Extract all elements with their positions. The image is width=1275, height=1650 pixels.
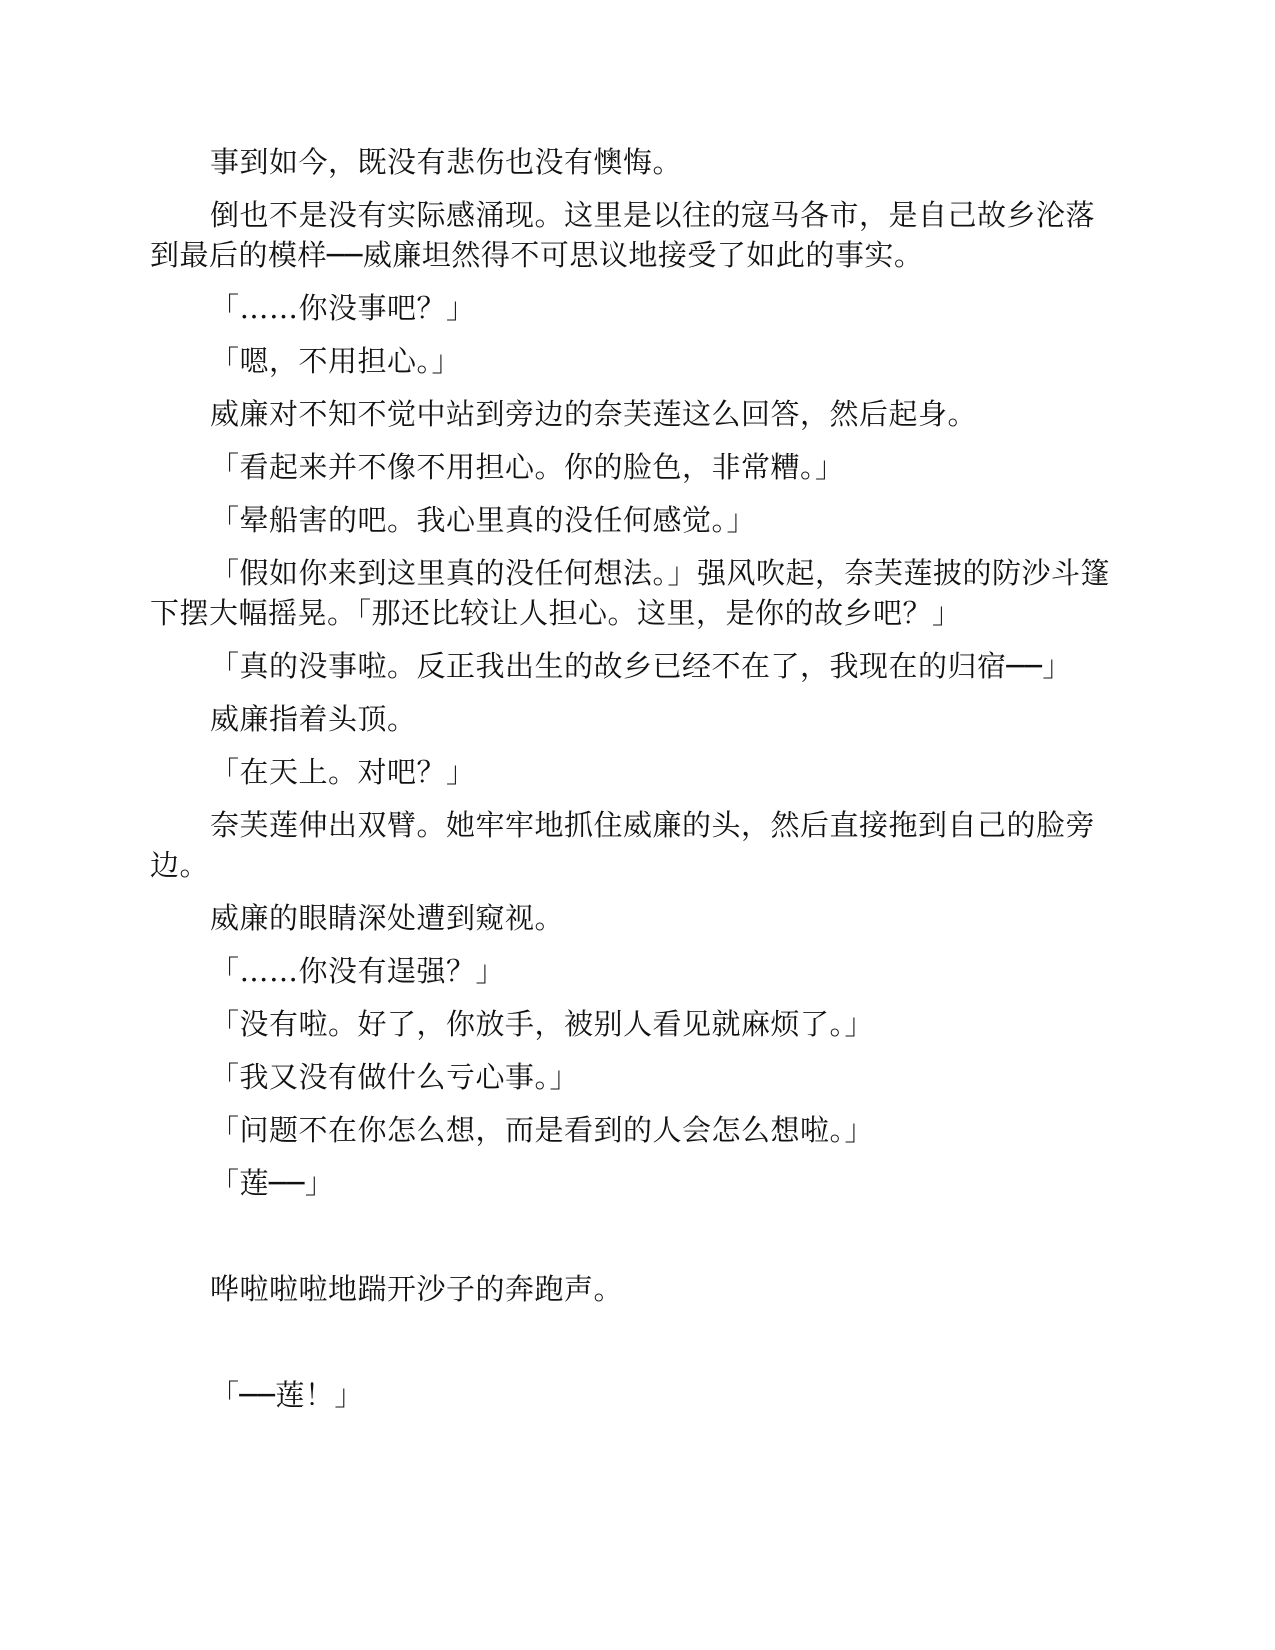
paragraph: 「……你没有逞强？」 xyxy=(210,954,506,988)
paragraph: 「莲──」 xyxy=(210,1166,335,1200)
paragraph: 「看起来并不像不用担心。你的脸色，非常糟。」 xyxy=(210,450,845,484)
paragraph: 「问题不在你怎么想，而是看到的人会怎么想啦。」 xyxy=(210,1113,875,1147)
scene-gap xyxy=(150,1216,1120,1269)
paragraph: 「在天上。对吧？」 xyxy=(210,755,476,789)
paragraph: 威廉对不知不觉中站到旁边的奈芙莲这么回答，然后起身。 xyxy=(210,397,978,431)
paragraph: 「我又没有做什么亏心事。」 xyxy=(210,1060,580,1094)
scene-break-paragraph: 哗啦啦啦地踹开沙子的奔跑声。 xyxy=(210,1272,624,1306)
paragraph: 「没有啦。好了，你放手，被别人看见就麻烦了。」 xyxy=(210,1007,875,1041)
paragraph: 威廉指着头顶。 xyxy=(210,702,417,736)
paragraph: 倒也不是没有实际感涌现。这里是以往的寇马各市，是自己故乡沦落到最后的模样──威廉坦然得不可思议地接受了如此的事实。 xyxy=(150,198,1096,272)
paragraph: 事到如今，既没有悲伤也没有懊悔。 xyxy=(210,145,683,179)
paragraph: 「真的没事啦。反正我出生的故乡已经不在了，我现在的归宿──」 xyxy=(210,649,1072,683)
paragraph: 「晕船害的吧。我心里真的没任何感觉。」 xyxy=(210,503,757,537)
paragraph: 「……你没事吧？」 xyxy=(210,291,476,325)
body-text xyxy=(150,142,1120,1428)
paragraph: 奈芙莲伸出双臂。她牢牢地抓住威廉的头，然后直接拖到自己的脸旁边。 xyxy=(150,808,1096,882)
scene-gap xyxy=(150,1322,1120,1375)
paragraph: 「嗯，不用担心。」 xyxy=(210,344,462,378)
paragraph: 「假如你来到这里真的没任何想法。」强风吹起，奈芙莲披的防沙斗篷下摆大幅摇晃。「那还比较让人担心。这里，是你的故乡吧？」 xyxy=(150,556,1111,630)
paragraph: 威廉的眼睛深处遭到窥视。 xyxy=(210,901,565,935)
closing-paragraph: 「──莲！」 xyxy=(210,1378,364,1412)
